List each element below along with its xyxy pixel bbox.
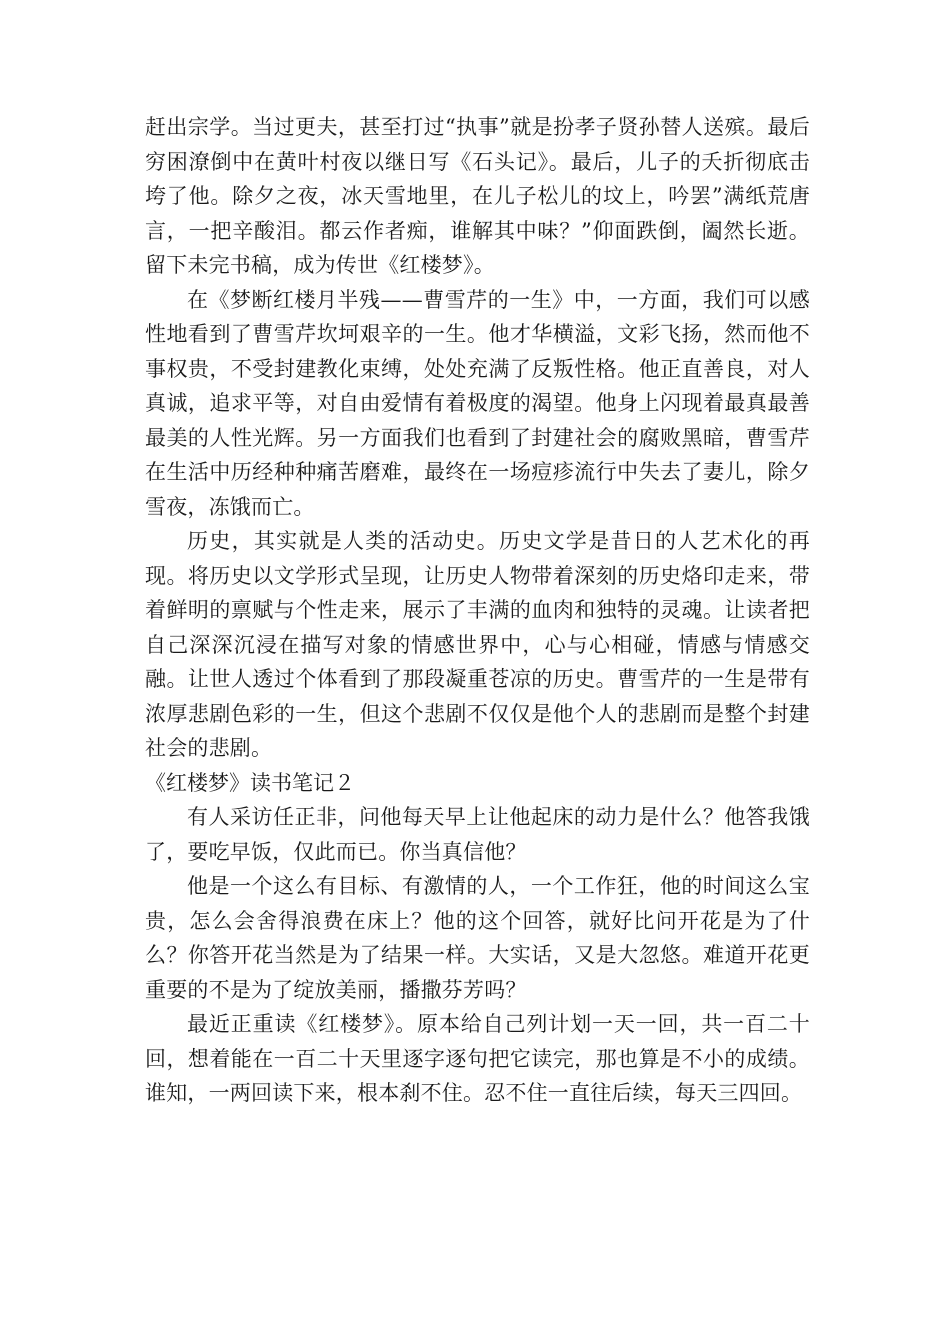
document-page: [145, 110, 810, 1111]
paragraph-interview: 有人采访任正非，问他每天早上让他起床的动力是什么？他答我饿了，要吃早饭，仅此而已。你当真信他？: [145, 805, 810, 864]
paragraph-history: 历史，其实就是人类的活动史。历史文学是昔日的人艺术化的再现。将历史以文学形式呈现，让历史人物带着深刻的历史烙印走来，带着鲜明的禀赋与个性走来，展示了丰满的血肉和独特的灵魂。让读者把自己深深沉浸在描写对象的情感世界中，心与心相碰，情感与情感交融。让世人透过个体看到了那段凝重苍凉的历史。曹雪芹的一生是带有浓厚悲剧色彩的一生，但这个悲剧不仅仅是他个人的悲剧而是整个封建社会的悲剧。: [145, 529, 810, 760]
paragraph-rereading: 最近正重读《红楼梦》。原本给自己列计划一天一回，共一百二十回，想着能在一百二十天里逐字逐句把它读完，那也算是不小的成绩。谁知，一两回读下来，根本刹不住。忍不住一直往后续，每天三四回。: [145, 1012, 810, 1105]
paragraph-workaholic: 他是一个这么有目标、有激情的人，一个工作狂，他的时间这么宝贵，怎么会舍得浪费在床上？他的这个回答，就好比问开花是为了什么？你答开花当然是为了结果一样。大实话，又是大忽悠。难道开花更重要的不是为了绽放美丽，播撒芬芳吗？: [145, 874, 810, 1002]
section-heading: 《红楼梦》读书笔记２: [145, 770, 355, 795]
paragraph-continuation: 赶出宗学。当过更夫，甚至打过“执事”就是扮孝子贤孙替人送殡。最后穷困潦倒中在黄叶村夜以继日写《石头记》。最后，儿子的夭折彻底击垮了他。除夕之夜，冰天雪地里，在儿子松儿的坟上，吟罢”满纸荒唐言，一把辛酸泪。都云作者痴，谁解其中味？”仰面跌倒，阖然长逝。留下未完书稿，成为传世《红楼梦》。: [145, 115, 810, 277]
paragraph-life-summary: 在《梦断红楼月半残——曹雪芹的一生》中，一方面，我们可以感性地看到了曹雪芹坎坷艰辛的一生。他才华横溢，文彩飞扬，然而他不事权贵，不受封建教化束缚，处处充满了反叛性格。他正直善良，对人真诚，追求平等，对自由爱情有着极度的渴望。他身上闪现着最真最善最美的人性光辉。另一方面我们也看到了封建社会的腐败黑暗，曹雪芹在生活中历经种种痛苦磨难，最终在一场痘疹流行中失去了妻儿，除夕雪夜，冻饿而亡。: [145, 287, 810, 519]
